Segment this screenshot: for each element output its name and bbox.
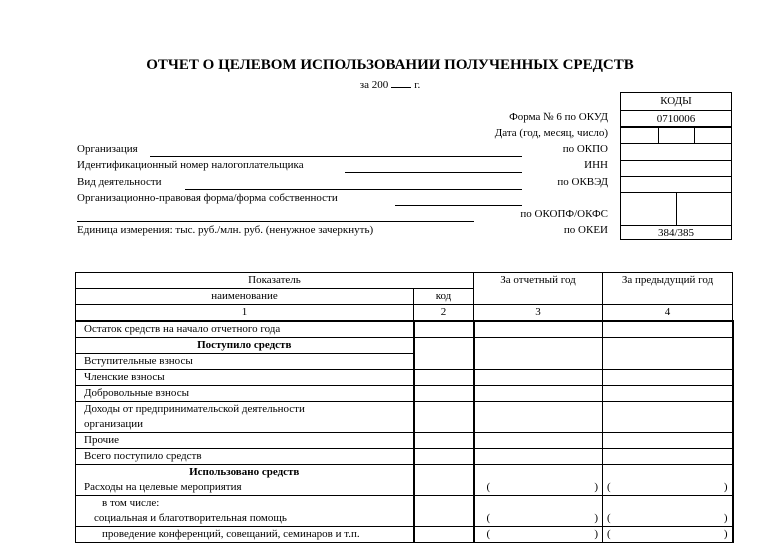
code-cell[interactable] [414, 496, 474, 527]
negative-value-parens [483, 511, 603, 526]
inn-input[interactable] [345, 172, 522, 173]
previous-cell[interactable] [603, 386, 733, 402]
current-cell[interactable] [474, 321, 603, 338]
table-row [76, 433, 733, 449]
col-num-2: 2 [414, 305, 474, 322]
previous-cell[interactable] [603, 321, 733, 338]
previous-cell[interactable] [603, 465, 733, 496]
funds-table [75, 272, 734, 543]
current-cell[interactable] [474, 338, 603, 370]
activity-input[interactable] [185, 189, 522, 190]
previous-cell[interactable] [603, 449, 733, 465]
header-code: код [414, 289, 474, 305]
table-row [76, 338, 733, 354]
code-cell[interactable] [414, 338, 474, 370]
current-cell[interactable] [474, 465, 603, 496]
paren-open: ( [486, 512, 491, 524]
code-cell[interactable] [414, 433, 474, 449]
header-numbers-row [76, 305, 733, 322]
code-cell[interactable] [414, 386, 474, 402]
report-period [0, 78, 780, 91]
okpo-label: по ОКПО [562, 143, 608, 155]
legal-form-label: Организационно-правовая форма/форма собственности [77, 192, 338, 204]
negative-value-parens [603, 511, 732, 526]
okved-code-cell[interactable] [621, 176, 731, 192]
paren-open: ( [486, 481, 491, 493]
codes-heading: КОДЫ [660, 95, 692, 107]
code-cell[interactable] [414, 465, 474, 496]
current-cell[interactable] [474, 370, 603, 386]
row-label: Членские взносы [76, 370, 414, 386]
period-suffix: г. [414, 79, 421, 91]
row-label: Доходы от предпринимательской деятельности [76, 402, 414, 418]
okopf-label: по ОКОПФ/ОКФС [520, 208, 608, 220]
header-indicator: Показатель [76, 273, 474, 289]
code-cell[interactable] [414, 449, 474, 465]
okud-label: Форма № 6 по ОКУД [509, 111, 608, 123]
table-row [76, 386, 733, 402]
header-row-1 [76, 273, 733, 289]
okei-label: по ОКЕИ [563, 224, 608, 236]
negative-value-parens [483, 480, 603, 495]
organization-label: Организация [77, 143, 138, 155]
row-label: в том числе: [76, 496, 414, 512]
previous-cell[interactable] [603, 402, 733, 433]
report-title: ОТЧЕТ О ЦЕЛЕВОМ ИСПОЛЬЗОВАНИИ ПОЛУЧЕННЫХ СРЕДСТВ [146, 57, 634, 73]
period-prefix: за 200 [359, 79, 389, 91]
inn-code-cell[interactable] [621, 160, 731, 176]
unit-label: Единица измерения: тыс. руб./млн. руб. (ненужное зачеркнуть) [77, 224, 374, 236]
col-num-1: 1 [76, 305, 414, 322]
codes-box [620, 92, 732, 240]
inn-label: Идентификационный номер налогоплательщика [77, 159, 304, 171]
legal-form-input[interactable] [395, 205, 522, 206]
table-row [76, 465, 733, 481]
table-row [76, 496, 733, 512]
year-blank[interactable] [391, 78, 411, 88]
row-label: организации [76, 417, 414, 433]
okpo-code-cell[interactable] [621, 143, 731, 160]
negative-value-parens [603, 480, 732, 495]
paren-open: ( [607, 512, 611, 524]
row-label: проведение конференций, совещаний, семинаров и т.п. [76, 527, 414, 543]
header-name: наименование [76, 289, 414, 305]
code-cell[interactable] [414, 370, 474, 386]
row-label: Прочие [76, 433, 414, 449]
col-num-4: 4 [603, 305, 733, 322]
okei-code: 384/385 [621, 225, 731, 241]
code-cell[interactable] [414, 527, 474, 543]
activity-label: Вид деятельности [77, 176, 162, 188]
legal-form-input-line2[interactable] [77, 221, 474, 222]
current-cell[interactable] [474, 496, 603, 527]
paren-close: ) [723, 528, 728, 540]
okopf-divider [676, 193, 677, 226]
paren-open: ( [486, 528, 491, 540]
paren-close: ) [594, 481, 598, 493]
header-current-year: За отчетный год [474, 273, 603, 305]
inn-code-label: ИНН [584, 159, 608, 171]
okopf-code-cell[interactable] [621, 192, 731, 225]
table-row [76, 370, 733, 386]
section-heading-used: Использовано средств [76, 465, 414, 481]
row-label: Всего поступило средств [76, 449, 414, 465]
paren-open: ( [607, 481, 611, 493]
paren-close: ) [723, 512, 728, 524]
table-row [76, 527, 733, 543]
table-row [76, 321, 733, 338]
date-divider-1 [658, 128, 659, 144]
paren-close: ) [723, 481, 728, 493]
negative-value-parens [483, 527, 603, 542]
section-heading-received: Поступило средств [76, 338, 414, 354]
current-cell[interactable] [474, 449, 603, 465]
previous-cell[interactable] [603, 496, 733, 527]
date-divider-2 [694, 128, 695, 144]
date-code-cell[interactable] [621, 127, 731, 143]
current-cell[interactable] [474, 402, 603, 433]
row-label: Остаток средств на начало отчетного года [76, 321, 414, 338]
previous-cell[interactable] [603, 370, 733, 386]
row-label: социальная и благотворительная помощь [76, 511, 414, 527]
table-row [76, 449, 733, 465]
okved-label: по ОКВЭД [557, 176, 608, 188]
table-row [76, 402, 733, 418]
paren-open: ( [607, 528, 611, 540]
current-cell[interactable] [474, 433, 603, 449]
okud-code: 0710006 [621, 110, 731, 127]
current-cell[interactable] [474, 386, 603, 402]
row-label: Добровольные взносы [76, 386, 414, 402]
paren-close: ) [594, 528, 598, 540]
current-cell[interactable] [474, 527, 603, 543]
row-label: Вступительные взносы [76, 354, 414, 370]
paren-close: ) [594, 512, 598, 524]
previous-cell[interactable] [603, 433, 733, 449]
code-cell[interactable] [414, 321, 474, 338]
date-label: Дата (год, месяц, число) [494, 127, 608, 139]
col-num-3: 3 [474, 305, 603, 322]
negative-value-parens [603, 527, 732, 542]
code-cell[interactable] [414, 402, 474, 433]
row-label: Расходы на целевые мероприятия [76, 480, 414, 496]
header-previous-year: За предыдущий год [603, 273, 733, 305]
organization-input[interactable] [150, 156, 522, 157]
previous-cell[interactable] [603, 338, 733, 370]
previous-cell[interactable] [603, 527, 733, 543]
